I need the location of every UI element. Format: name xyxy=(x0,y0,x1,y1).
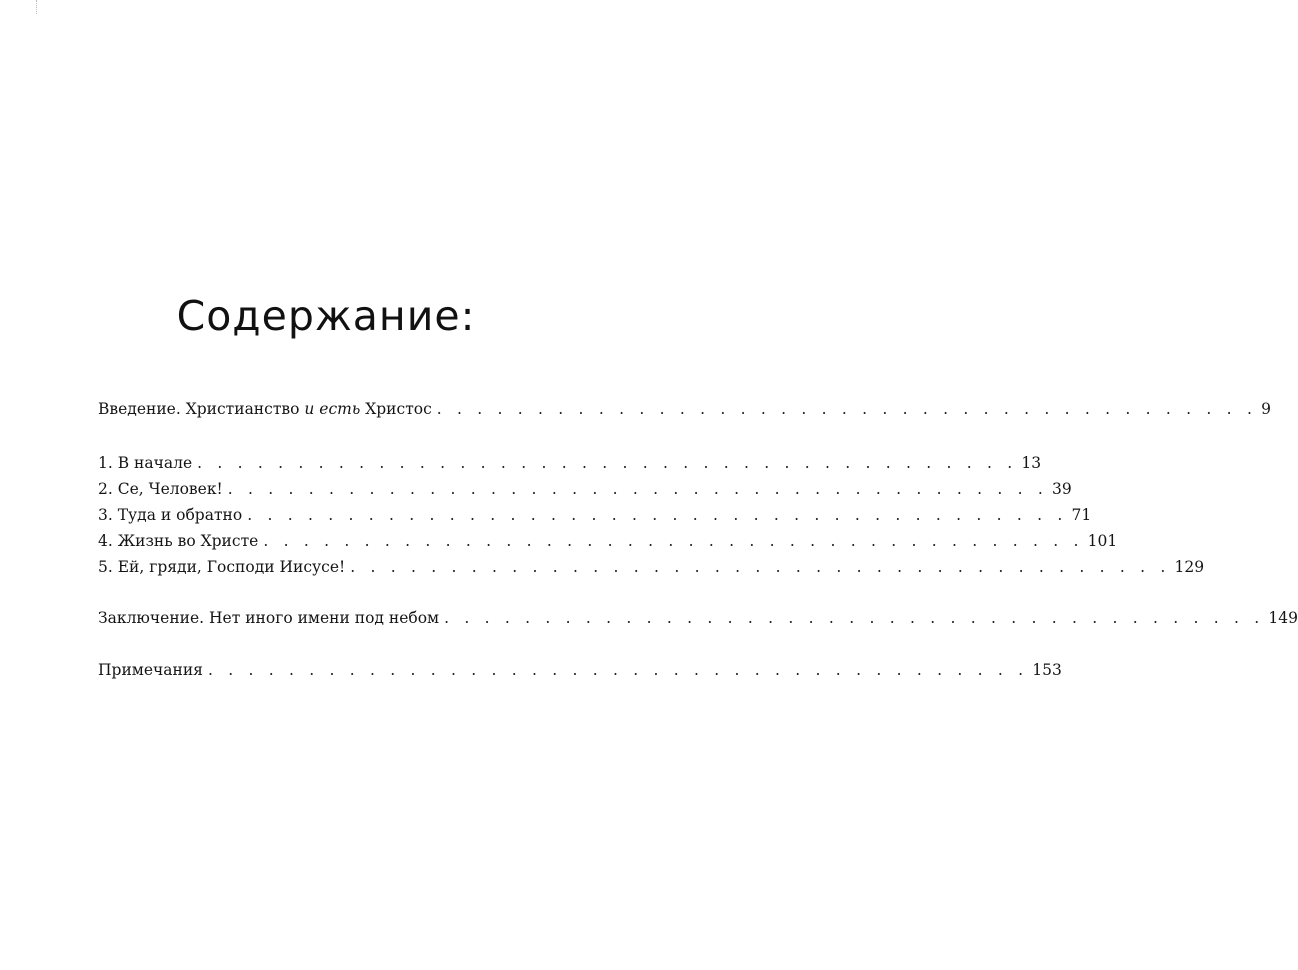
toc-entry-chapter-4[interactable] xyxy=(98,529,1118,553)
page-title: Содержание: xyxy=(176,292,476,340)
dot-leader: . . . . . . . . . . . . . . . . . . . . . . . . . . . . . . . . . . . . . . . . . xyxy=(436,400,1258,418)
toc-entry-label: 4. Жизнь во Христе xyxy=(98,532,259,550)
toc-page-number: 153 xyxy=(1032,661,1062,679)
toc-page-number: 71 xyxy=(1071,506,1092,524)
toc-entry-notes[interactable] xyxy=(98,658,1062,682)
toc-entry-label: Примечания xyxy=(98,661,203,679)
toc-page-number: 13 xyxy=(1021,454,1042,472)
toc-entry-label: 1. В начале xyxy=(98,454,193,472)
toc-page-number: 149 xyxy=(1268,609,1298,627)
scan-mark xyxy=(36,0,39,14)
toc-entry-label: Заключение. Нет иного имени под небом xyxy=(98,609,440,627)
toc-page-number: 101 xyxy=(1087,532,1118,550)
toc-entry-chapter-1[interactable] xyxy=(98,451,1042,475)
dot-leader: . . . . . . . . . . . . . . . . . . . . . . . . . . . . . . . . . . . . . . . . . xyxy=(227,480,1049,498)
toc-entry-chapter-3[interactable] xyxy=(98,503,1092,527)
toc-page-number: 39 xyxy=(1052,480,1072,498)
toc-entry-label: 5. Ей, гряди, Господи Иисусе! xyxy=(98,558,346,576)
toc-entry-label: 3. Туда и обратно xyxy=(98,506,243,524)
toc-entry-label: 2. Се, Человек! xyxy=(98,480,223,498)
dot-leader: . . . . . . . . . . . . . . . . . . . . . . . . . . . . . . . . . . . . . . . . . xyxy=(197,454,1018,472)
dot-leader: . . . . . . . . . . . . . . . . . . . . . . . . . . . . . . . . . . . . . . . . . xyxy=(444,609,1265,627)
toc-entry-label: Введение. Христианство и есть Христос xyxy=(98,400,432,418)
toc-page-number: 9 xyxy=(1261,400,1271,418)
toc-entry-conclusion[interactable] xyxy=(98,606,1298,630)
toc-entry-introduction[interactable] xyxy=(98,397,1271,421)
dot-leader: . . . . . . . . . . . . . . . . . . . . . . . . . . . . . . . . . . . . . . . . . xyxy=(263,532,1084,550)
toc-page-number: 129 xyxy=(1174,558,1205,576)
dot-leader: . . . . . . . . . . . . . . . . . . . . . . . . . . . . . . . . . . . . . . . . . xyxy=(247,506,1068,524)
toc-entry-chapter-2[interactable] xyxy=(98,477,1072,501)
dot-leader: . . . . . . . . . . . . . . . . . . . . . . . . . . . . . . . . . . . . . . . . . xyxy=(350,558,1171,576)
toc-entry-chapter-5[interactable] xyxy=(98,555,1205,579)
dot-leader: . . . . . . . . . . . . . . . . . . . . . . . . . . . . . . . . . . . . . . . . . xyxy=(207,661,1029,679)
